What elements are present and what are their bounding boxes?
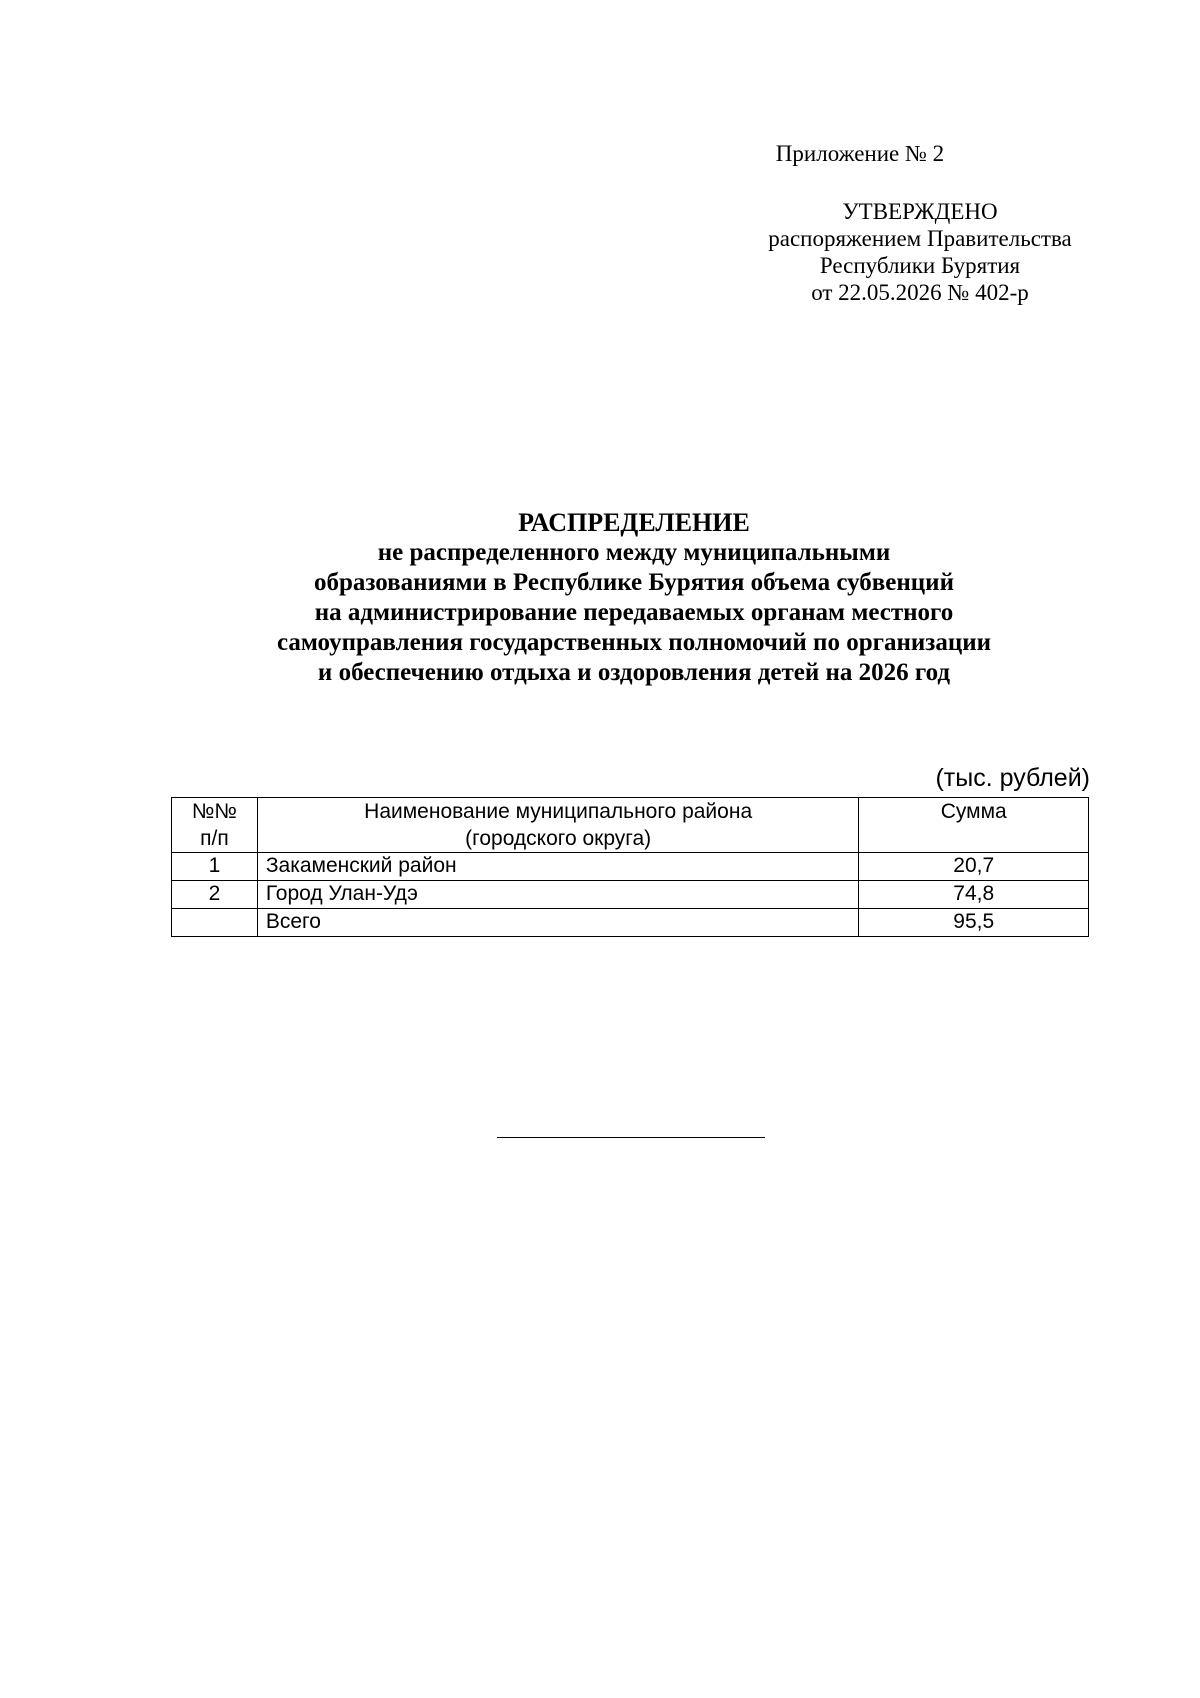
- table-row: [172, 881, 1089, 909]
- header-number-line1: №№: [191, 800, 237, 823]
- header-number: [172, 798, 258, 853]
- row-sum: 74,8: [859, 881, 1089, 909]
- distribution-table: [171, 797, 1089, 937]
- footer-divider: [497, 1137, 765, 1138]
- appendix-label: Приложение № 2: [775, 141, 945, 166]
- header-number-line2: п/п: [200, 827, 229, 850]
- row-name: Город Улан-Удэ: [257, 881, 859, 909]
- table-header-row: [172, 798, 1089, 853]
- title-line: не распределенного между муниципальными: [377, 539, 891, 566]
- approved-date-line: от 22.05.2026 № 402-р: [811, 280, 1029, 305]
- table-row: [172, 853, 1089, 881]
- approval-block: [730, 198, 1110, 306]
- title-line: образованиями в Республике Бурятия объема субвенций: [313, 569, 954, 596]
- total-number: [172, 909, 258, 937]
- row-sum: 20,7: [859, 853, 1089, 881]
- row-name: Закаменский район: [257, 853, 859, 881]
- title-line: и обеспечению отдыха и оздоровления детей на 2026 год: [317, 659, 951, 686]
- total-label: Всего: [257, 909, 859, 937]
- row-number: 1: [172, 853, 258, 881]
- header-name: [257, 798, 859, 853]
- approved-stamp-text: УТВЕРЖДЕНО: [842, 199, 998, 224]
- title-line: самоуправления государственных полномочий по организации: [276, 629, 992, 656]
- table-total-row: [172, 909, 1089, 937]
- document-title: [160, 508, 1108, 688]
- header-sum: Сумма: [859, 798, 1089, 853]
- title-main: РАСПРЕДЕЛЕНИЕ: [518, 508, 750, 537]
- row-number: 2: [172, 881, 258, 909]
- title-line: на администрирование передаваемых органам местного: [314, 599, 954, 626]
- header-name-line1: Наименование муниципального района: [364, 800, 753, 823]
- approved-by-line: распоряжением Правительства: [768, 226, 1072, 251]
- total-sum: 95,5: [859, 909, 1089, 937]
- header-name-line2: (городского округа): [465, 827, 652, 850]
- units-label: (тыс. рублей): [935, 764, 1090, 792]
- approved-authority-line: Республики Бурятия: [819, 253, 1021, 278]
